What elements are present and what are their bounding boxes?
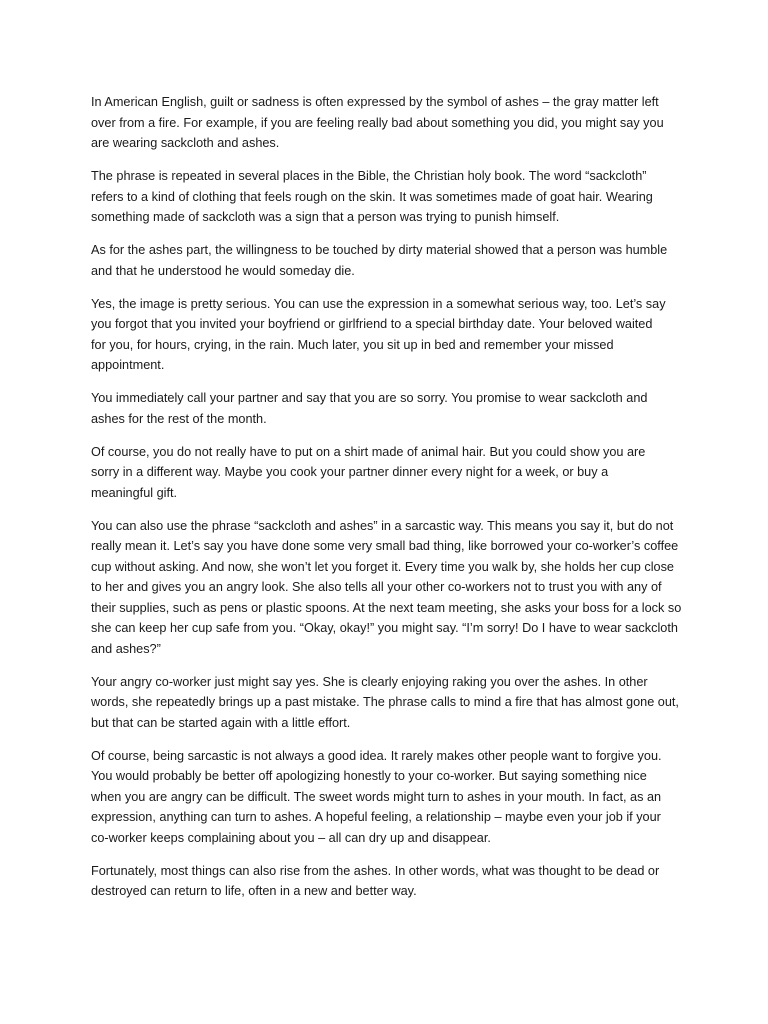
paragraph-2	[91, 166, 691, 228]
paragraph-3	[91, 240, 691, 281]
text-line: over from a fire. For example, if you are feeling really bad about something you did, you might say you	[91, 115, 664, 130]
text-line: their supplies, such as pens or plastic spoons. At the next team meeting, she asks your boss for a lock so	[91, 600, 682, 615]
paragraph-8	[91, 672, 691, 734]
text-line: refers to a kind of clothing that feels rough on the skin. It was sometimes made of goat hair. Wearing	[91, 189, 653, 204]
text-line: Fortunately, most things can also rise from the ashes. In other words, what was thought to be dead or	[91, 863, 660, 878]
text-line: Yes, the image is pretty serious. You can use the expression in a somewhat serious way, too. Let’s say	[91, 296, 666, 311]
paragraph-4	[91, 294, 691, 376]
text-line: meaningful gift.	[91, 485, 178, 500]
text-line: are wearing sackcloth and ashes.	[91, 136, 280, 150]
text-line: In American English, guilt or sadness is often expressed by the symbol of ashes – the gray matter left	[91, 95, 659, 109]
text-line: You would probably be better off apologizing honestly to your co-worker. But saying something nice	[91, 769, 647, 783]
text-line: As for the ashes part, the willingness to be touched by dirty material showed that a person was humble	[91, 243, 668, 257]
text-line: sorry in a different way. Maybe you cook your partner dinner every night for a week, or buy a	[91, 465, 609, 479]
text-line: really mean it. Let’s say you have done some very small bad thing, like borrowed your co-worker’s coffee	[91, 539, 679, 553]
text-line: destroyed can return to life, often in a new and better way.	[91, 884, 417, 898]
text-line: you forgot that you invited your boyfriend or girlfriend to a special birthday date. Your beloved waited	[91, 317, 653, 331]
paragraph-1	[91, 92, 691, 154]
paragraph-7	[91, 516, 691, 660]
text-line: something made of sackcloth was a sign that a person was trying to punish himself.	[91, 210, 560, 224]
paragraph-6	[91, 442, 691, 504]
text-line: but that can be started again with a little effort.	[91, 715, 351, 730]
text-line: appointment.	[91, 358, 165, 372]
text-line: words, she repeatedly brings up a past mistake. The phrase calls to mind a fire that has almost gone out,	[91, 695, 679, 709]
document-body	[91, 92, 691, 914]
text-line: Your angry co-worker just might say yes. She is clearly enjoying raking you over the ashes. In other	[91, 674, 648, 689]
text-line: You immediately call your partner and say that you are so sorry. You promise to wear sackcloth and	[91, 391, 648, 405]
text-line: Of course, being sarcastic is not always a good idea. It rarely makes other people want to forgive you.	[91, 748, 662, 763]
text-line: cup without asking. And now, she won’t let you forget it. Every time you walk by, she holds her cup close	[91, 559, 674, 574]
paragraph-5	[91, 388, 691, 429]
text-line: and ashes?”	[91, 641, 161, 656]
text-line: she can keep her cup safe from you. “Okay, okay!” you might say. “I’m sorry! Do I have to wear sackcloth	[91, 621, 678, 635]
text-line: You can also use the phrase “sackcloth and ashes” in a sarcastic way. This means you say it, but do not	[91, 518, 674, 533]
text-line: when you are angry can be difficult. The sweet words might turn to ashes in your mouth. In fact, as an	[91, 789, 662, 804]
text-line: The phrase is repeated in several places in the Bible, the Christian holy book. The word “sackcloth”	[91, 169, 647, 183]
paragraph-9	[91, 746, 691, 849]
text-line: expression, anything can turn to ashes. A hopeful feeling, a relationship – maybe even your job if your	[91, 810, 661, 824]
paragraph-10	[91, 861, 691, 902]
text-line: co-worker keeps complaining about you – all can dry up and disappear.	[91, 830, 491, 845]
text-line: ashes for the rest of the month.	[91, 411, 267, 426]
text-line: to her and gives you an angry look. She also tells all your other co-workers not to trust you with any of	[91, 580, 662, 594]
text-line: for you, for hours, crying, in the rain. Much later, you sit up in bed and remember your missed	[91, 337, 614, 352]
text-line: Of course, you do not really have to put on a shirt made of animal hair. But you could show you are	[91, 444, 646, 459]
text-line: and that he understood he would someday die.	[91, 263, 355, 278]
